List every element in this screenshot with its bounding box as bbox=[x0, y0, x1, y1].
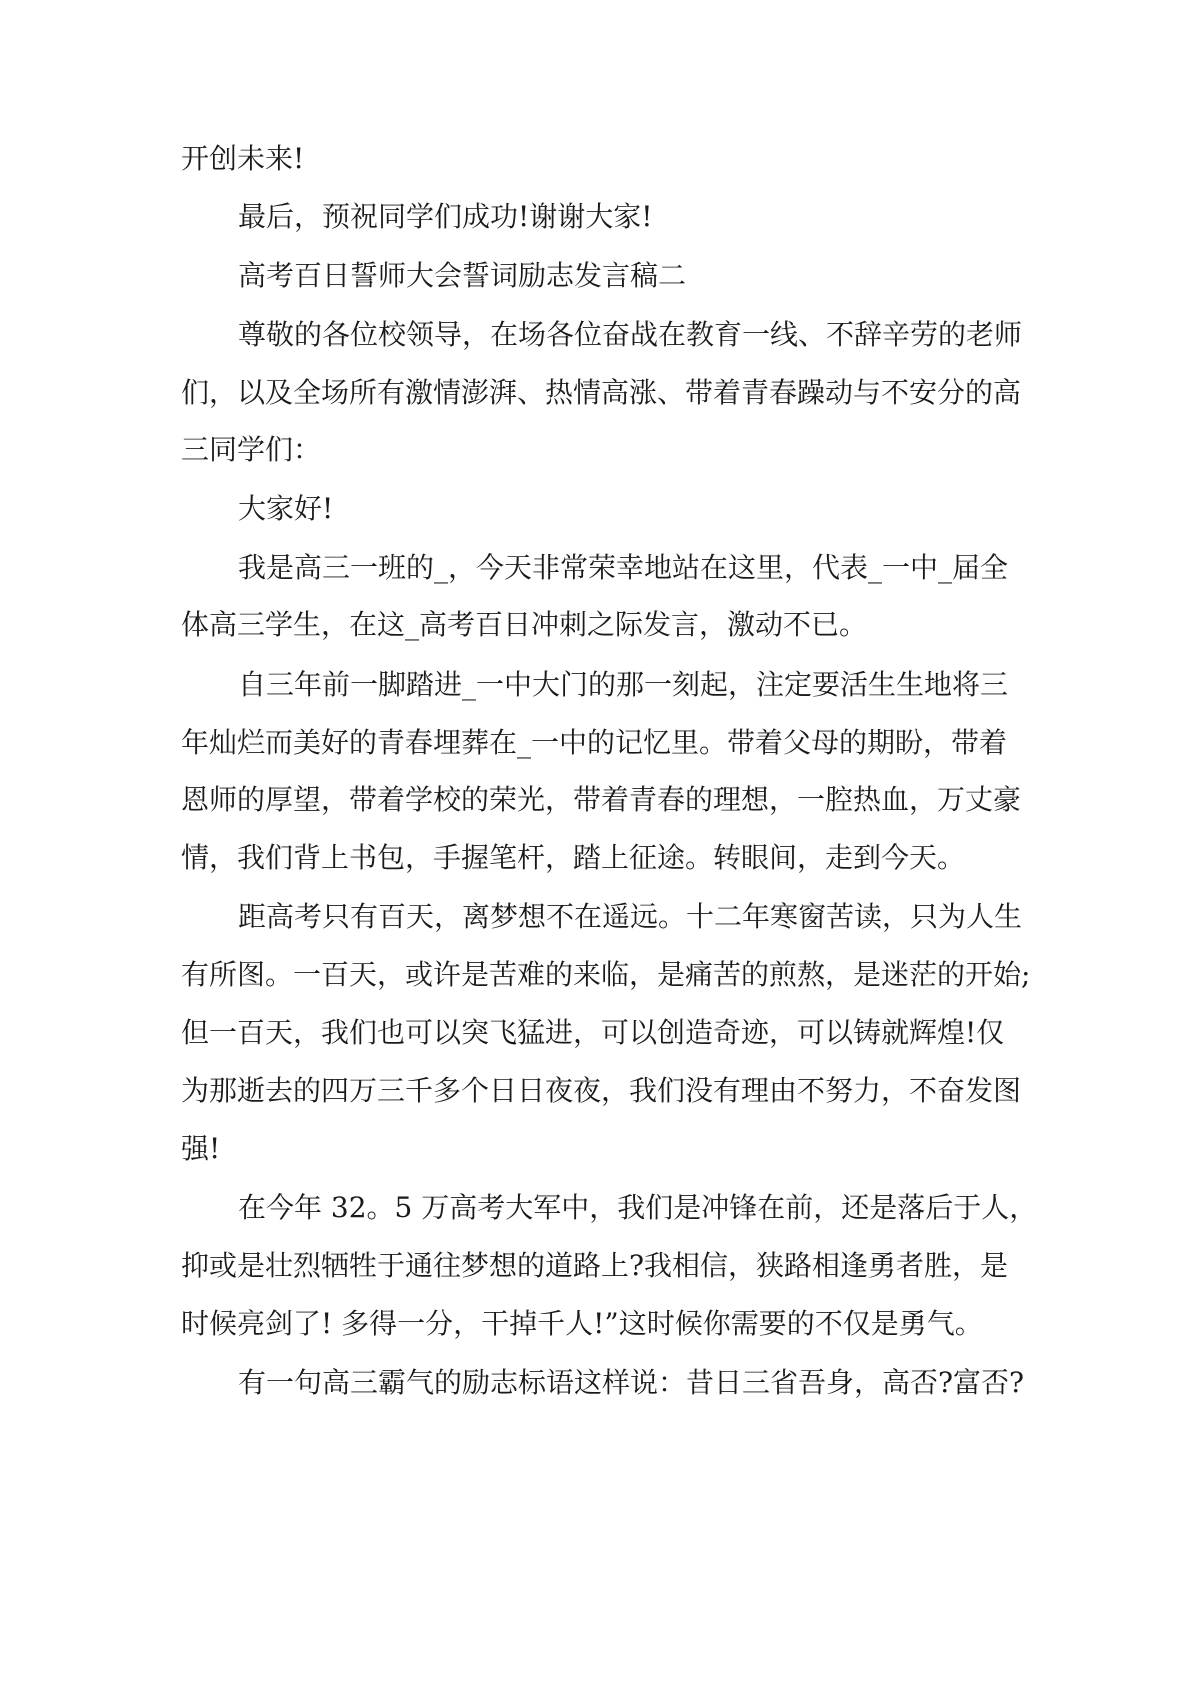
text-line: 尊敬的各位校领导，在场各位奋战在教育一线、不辞辛劳的老师 bbox=[238, 318, 1023, 351]
section-heading: 高考百日誓师大会誓词励志发言稿二 bbox=[238, 259, 687, 292]
text-line: 有一句高三霸气的励志标语这样说：昔日三省吾身，高否?富否? bbox=[238, 1366, 1025, 1399]
text-line: 有所图。一百天，或许是苦难的来临，是痛苦的煎熬，是迷茫的开始; bbox=[181, 958, 1031, 991]
text-line: 在今年 32。5 万高考大军中，我们是冲锋在前，还是落后于人， bbox=[238, 1191, 1038, 1224]
text-line: 自三年前一脚踏进_一中大门的那一刻起，注定要活生生地将三 bbox=[238, 668, 1009, 701]
text-line: 抑或是壮烈牺牲于通往梦想的道路上?我相信，狭路相逢勇者胜，是 bbox=[181, 1249, 1009, 1282]
text-line: 三同学们： bbox=[181, 433, 322, 466]
text-line: 最后，预祝同学们成功!谢谢大家! bbox=[238, 200, 653, 233]
text-line: 们，以及全场所有激情澎湃、热情高涨、带着青春躁动与不安分的高 bbox=[181, 376, 1022, 409]
text-line: 情，我们背上书包，手握笔杆，踏上征途。转眼间，走到今天。 bbox=[181, 841, 966, 874]
text-line: 年灿烂而美好的青春埋葬在_一中的记忆里。带着父母的期盼，带着 bbox=[181, 726, 1008, 759]
text-line: 距高考只有百天，离梦想不在遥远。十二年寒窗苦读，只为人生 bbox=[238, 900, 1023, 933]
text-line: 我是高三一班的_，今天非常荣幸地站在这里，代表_一中_届全 bbox=[238, 551, 1009, 584]
text-line: 为那逝去的四万三千多个日日夜夜，我们没有理由不努力，不奋发图 bbox=[181, 1074, 1022, 1107]
text-line: 大家好! bbox=[238, 492, 334, 525]
text-line: 开创未来! bbox=[181, 142, 305, 175]
text-line: 体高三学生，在这_高考百日冲刺之际发言，激动不已。 bbox=[181, 608, 868, 641]
text-line: 时候亮剑了! 多得一分，干掉千人!”这时候你需要的不仅是勇气。 bbox=[181, 1307, 983, 1340]
text-line: 强! bbox=[181, 1132, 221, 1165]
text-line: 恩师的厚望，带着学校的荣光，带着青春的理想，一腔热血，万丈豪 bbox=[181, 783, 1022, 816]
text-line: 但一百天，我们也可以突飞猛进，可以创造奇迹，可以铸就辉煌!仅 bbox=[181, 1016, 1005, 1049]
